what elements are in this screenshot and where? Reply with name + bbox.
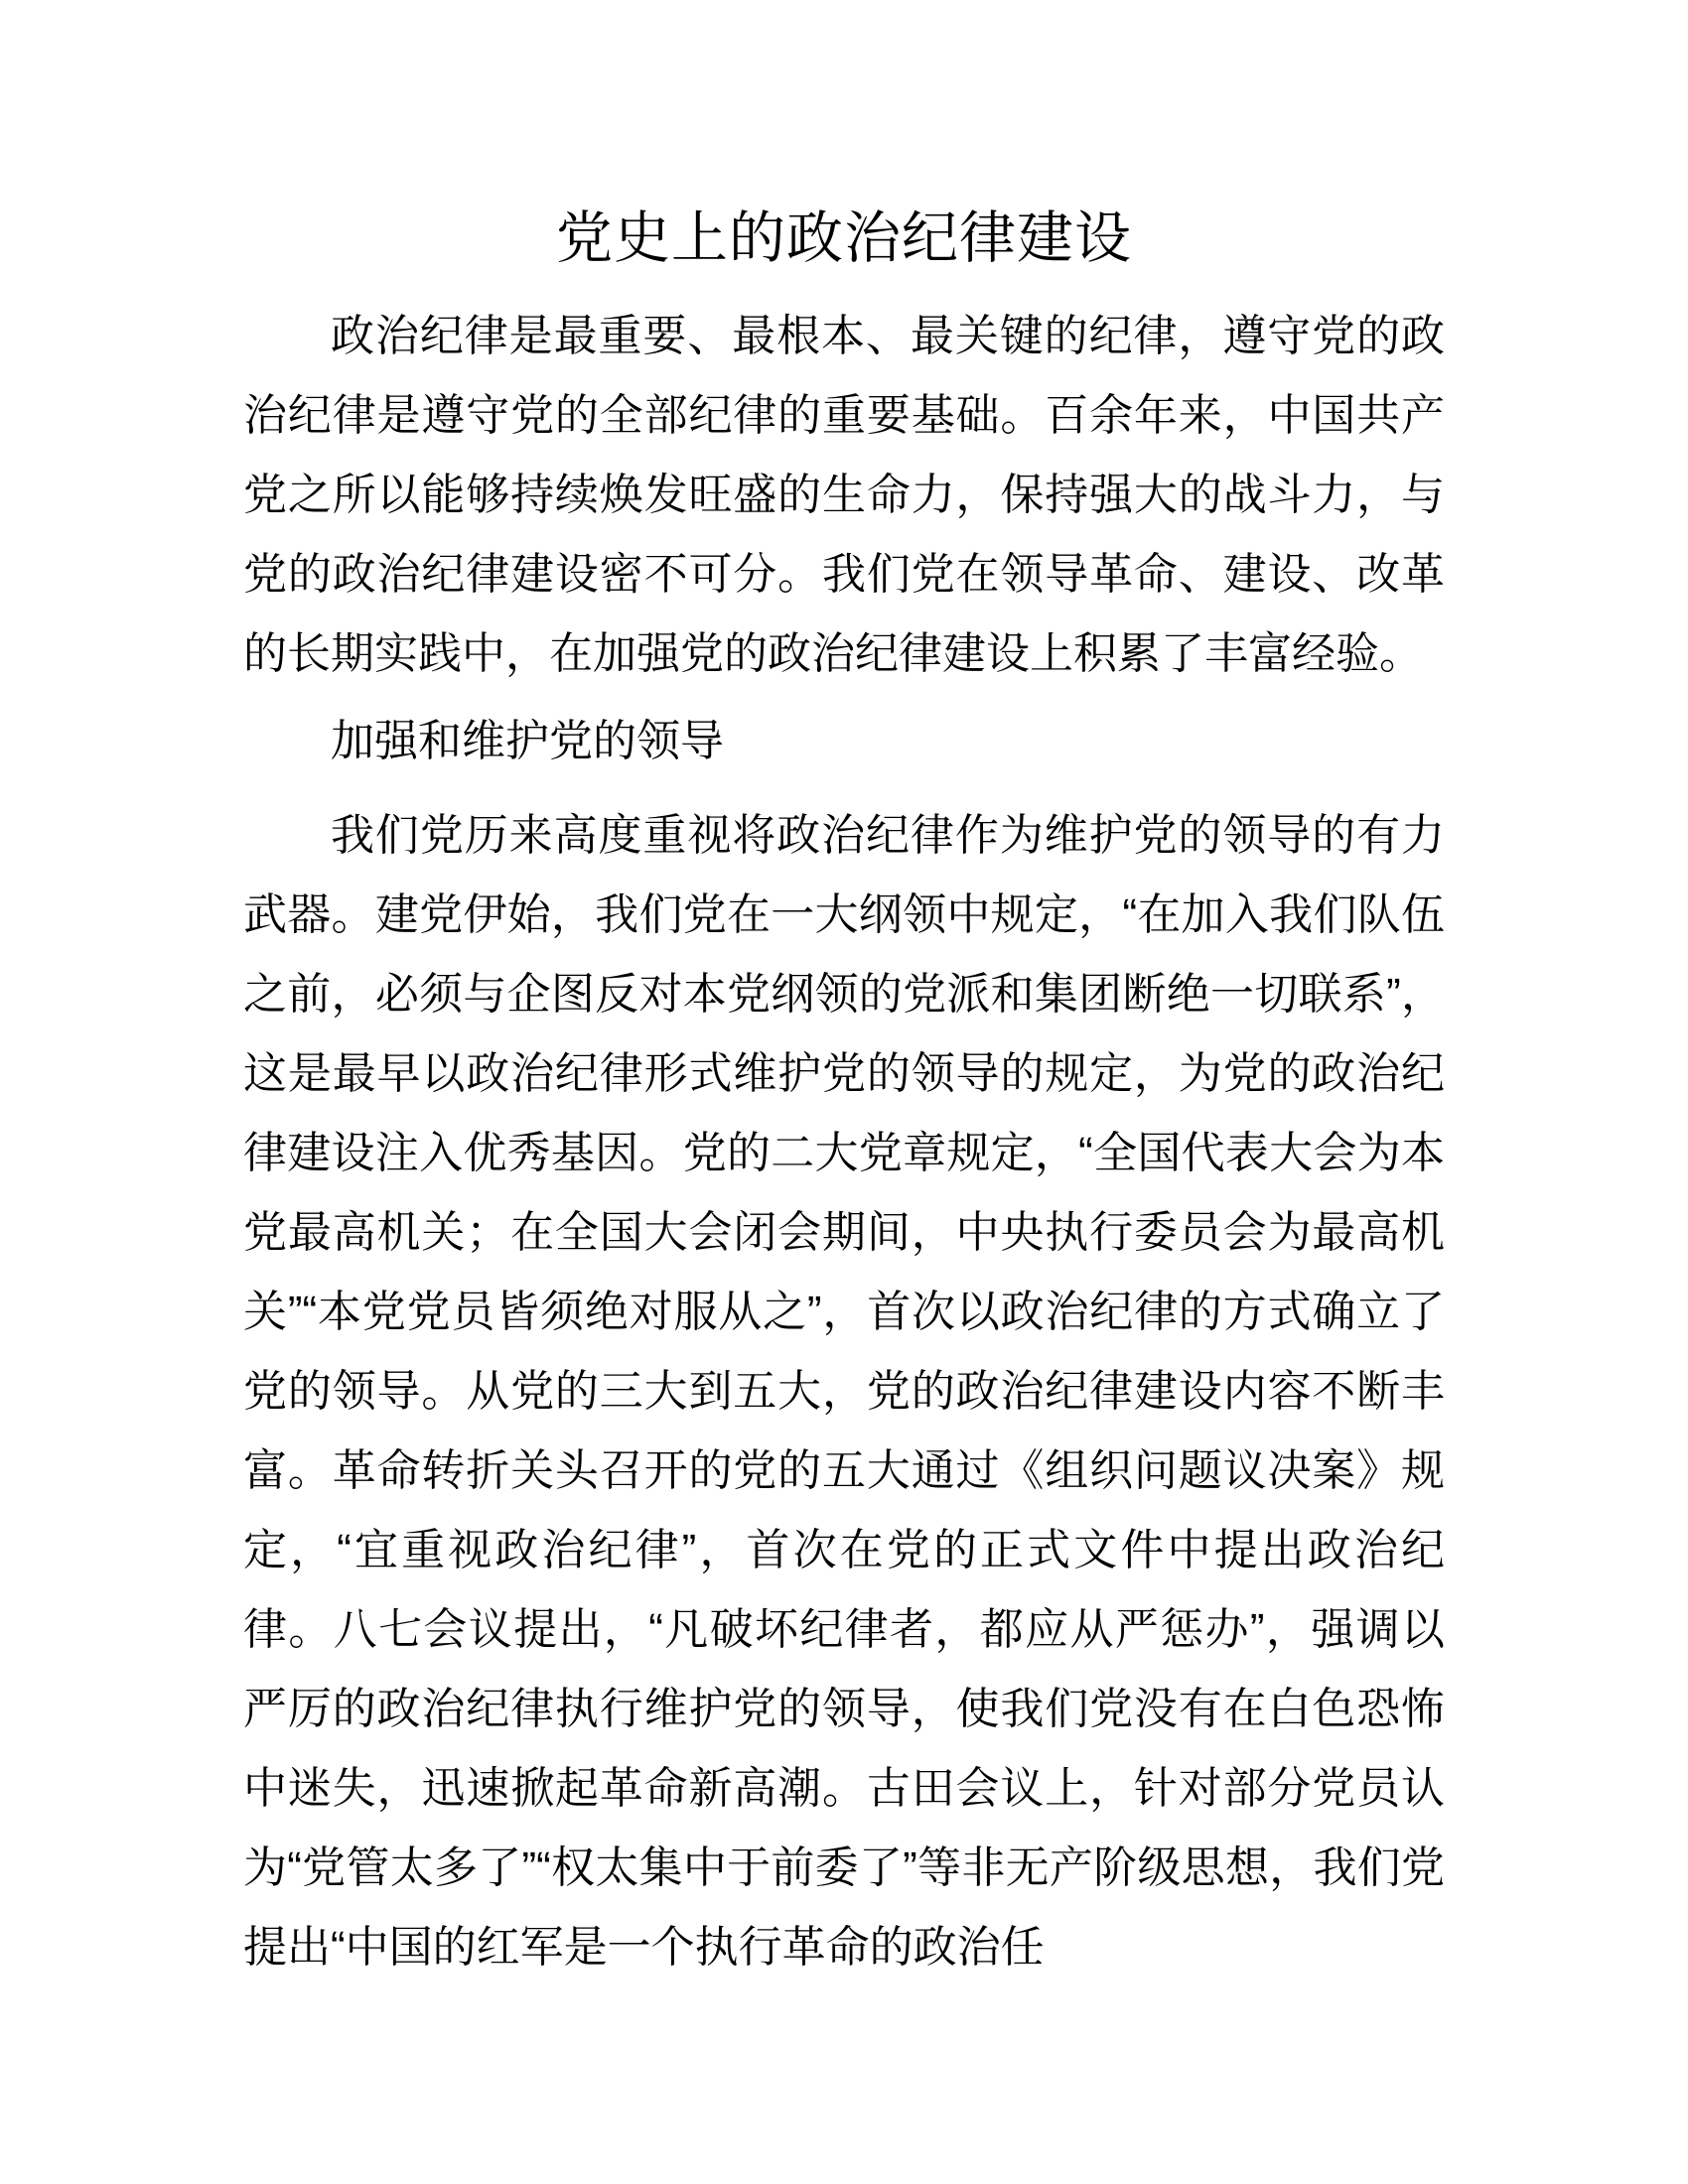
paragraph-body: 我们党历来高度重视将政治纪律作为维护党的领导的有力武器。建党伊始，我们党在一大纲领中规定，“在加入我们队伍之前，必须与企图反对本党纲领的党派和集团断绝一切联系”，这是最早以政治纪律形式维护党的领导的规定，为党的政治纪律建设注入优秀基因。党的二大党章规定，“全国代表大会为本党最高机关；在全国大会闭会期间，中央执行委员会为最高机关”“本党党员皆须绝对服从之”，首次以政治纪律的方式确立了党的领导。从党的三大到五大，党的政治纪律建设内容不断丰富。革命转折关头召开的党的五大通过《组织问题议决案》规定，“宜重视政治纪律”，首次在党的正式文件中提出政治纪律。八七会议提出，“凡破坏纪律者，都应从严惩办”，强调以严厉的政治纪律执行维护党的领导，使我们党没有在白色恐怖中迷失，迅速掀起革命新高潮。古田会议上，针对部分党员认为“党管太多了”“权太集中于前委了”等非无产阶级思想，我们党提出“中国的红军是一个执行革命的政治任	[243, 811, 1445, 1972]
page-title: 党史上的政治纪律建设	[556, 206, 1132, 270]
paragraph-intro: 政治纪律是最重要、最根本、最关键的纪律，遵守党的政治纪律是遵守党的全部纪律的重要基础。百余年来，中国共产党之所以能够持续焕发旺盛的生命力，保持强大的战斗力，与党的政治纪律建设密不可分。我们党在领导革命、建设、改革的长期实践中，在加强党的政治纪律建设上积累了丰富经验。	[243, 312, 1445, 678]
section-heading: 加强和维护党的领导	[331, 717, 724, 765]
